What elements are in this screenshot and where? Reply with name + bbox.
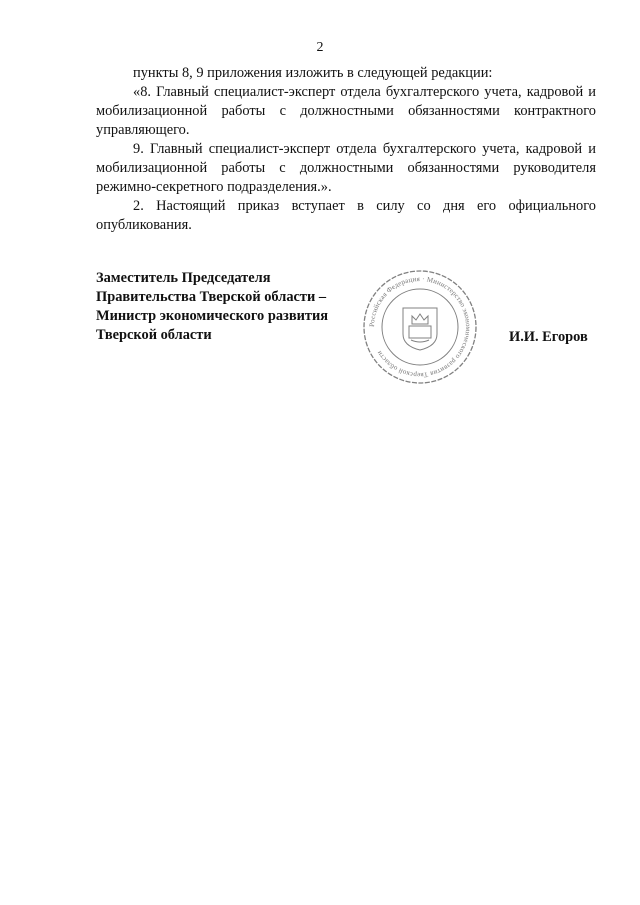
seal-coat-of-arms bbox=[403, 308, 437, 350]
page-number: 2 bbox=[316, 40, 324, 55]
paragraph-effective-date: 2. Настоящий приказ вступает в силу со дня его официального опубликования. bbox=[96, 198, 596, 233]
order-text bbox=[96, 64, 596, 235]
seal-outer-ring bbox=[364, 271, 476, 383]
signatory-title-line: Заместитель Председателя bbox=[96, 270, 271, 286]
paragraph-item-9: 9. Главный специалист-эксперт отдела бухгалтерского учета, кадровой и мобилизационной работы с должностными обязанностями руководителя режимно-секретного подразделения.». bbox=[96, 141, 596, 195]
seal-ring-text: Российская Федерация · Министерство экономического развития Тверской области bbox=[367, 274, 473, 380]
signer-name: И.И. Егоров bbox=[509, 329, 588, 345]
seal-drawing bbox=[364, 271, 476, 383]
signatory-title-line: Правительства Тверской области – bbox=[96, 289, 327, 305]
signatory-title-line: Тверской области bbox=[96, 327, 212, 343]
paragraph-item-8: «8. Главный специалист-эксперт отдела бухгалтерского учета, кадровой и мобилизационной работы с должностными обязанностями контрактного управляющего. bbox=[96, 84, 596, 138]
signatory-title bbox=[96, 269, 366, 345]
signatory-title-line: Министр экономического развития bbox=[96, 308, 329, 324]
paragraph-intro: пункты 8, 9 приложения изложить в следующей редакции: bbox=[133, 65, 493, 81]
svg-text:Российская Федерация · Министе bbox=[368, 275, 472, 379]
seal-inner-ring bbox=[382, 289, 458, 365]
official-seal-icon bbox=[361, 268, 479, 386]
